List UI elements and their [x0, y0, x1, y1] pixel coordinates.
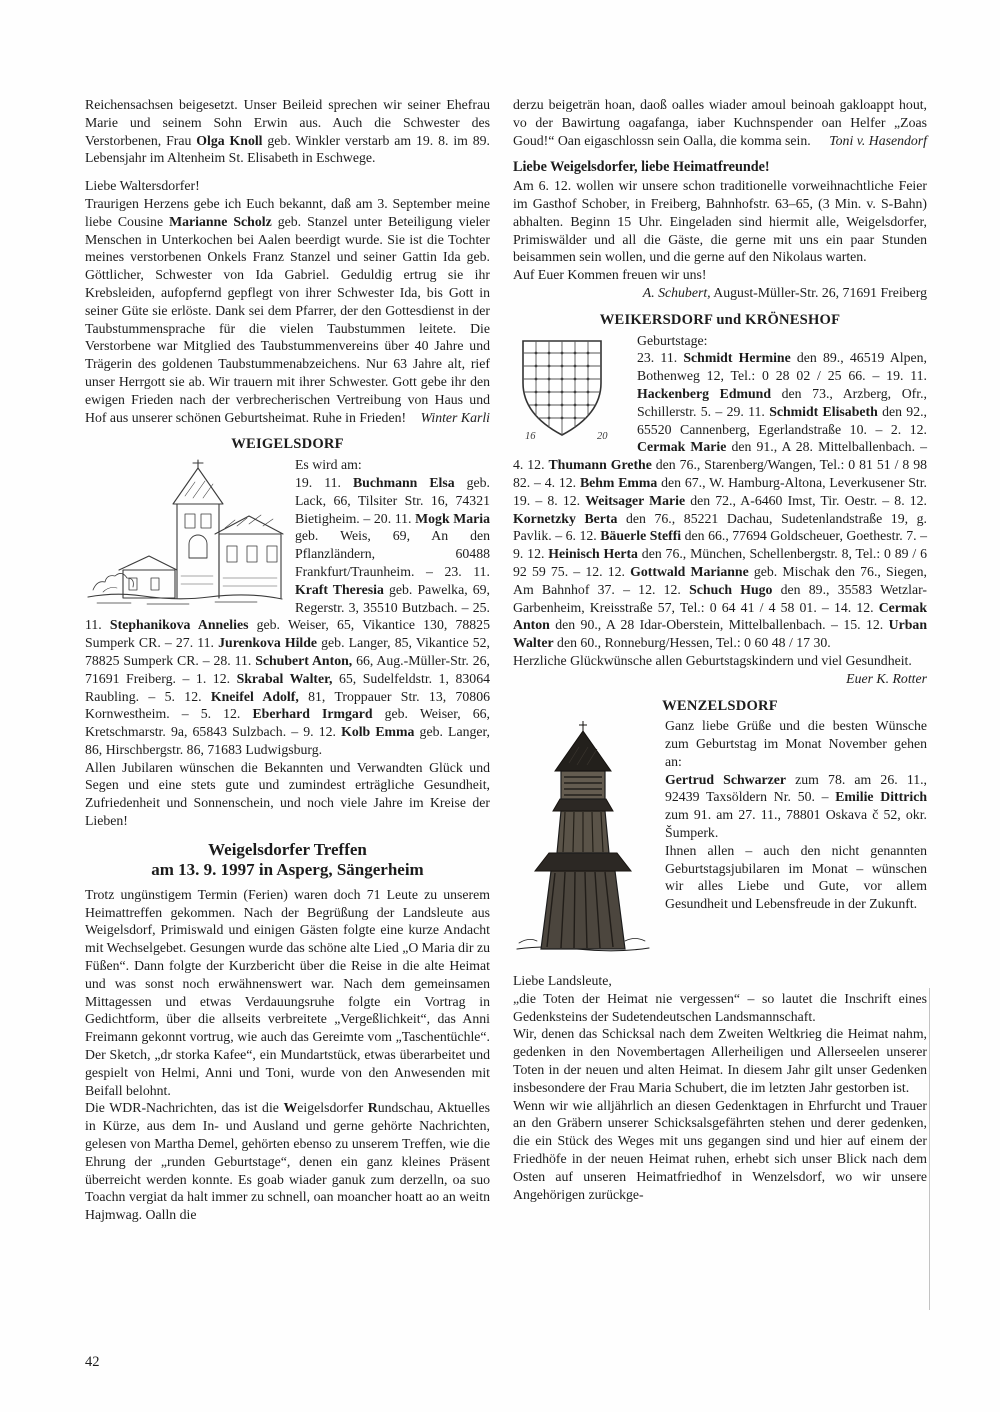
text-segment: Heinisch Herta	[548, 546, 638, 562]
text-segment: Thumann Grethe	[548, 457, 652, 473]
landsleute-paragraph-3: Wenn wir wie alljährlich an diesen Gedenktagen in Ehrfurcht und Trauer an den Gräbern unserer Schicksalsgefährten stehen und derer gedenken, die ein Stück des Weges mit uns gegangen sind und hier auf einem der Friedhöfe in der neuen Heimat ruhen, erhebt sich unser Blick nach dem Osten auf unseren Heimatfriedhof in Wenzelsdorf, wo wir unsere Angehörigen zurückge-	[513, 1097, 927, 1202]
crest-year-right: 20	[597, 430, 608, 442]
text-segment: Schuch Hugo	[689, 581, 773, 597]
text-segment: Cermak Anton	[513, 599, 927, 633]
text-segment: geb. Langer, 86, Hirschbergstr. 86, 71683 Ludwigsburg.	[85, 724, 490, 757]
text-segment: geb. Pawelka, 69, Regerstr. 3, 35510 Butzbach. – 25. 11.	[85, 581, 490, 633]
weigelsdorf-heading: WEIGELSDORF	[231, 436, 344, 453]
einladung-heading: Liebe Weigelsdorfer, liebe Heimatfreunde!	[513, 159, 770, 176]
signature-k-rotter: Euer K. Rotter	[846, 670, 927, 686]
text-segment: Buchmann Elsa	[352, 474, 455, 490]
text-segment: den 90., A 28 Idar-Oberstein, Mittelballenbach. – 15. 12.	[549, 617, 889, 633]
text-segment: Reichensachsen beigesetzt. Unser Beileid sprechen wir seiner Ehefrau Marie und seinem Sohn Erwin aus. Auch die Schwester des Verstorbenen, Frau	[85, 97, 490, 148]
page-number: 42	[85, 1354, 100, 1370]
text-segment: geb. Mischak den 76., Siegen, Am Bahnhof 37. – 12. 12.	[513, 563, 927, 597]
text-segment: den 76., Starenberg/Wangen, Tel.: 0 81 51 / 8 98 82. – 4. 12.	[513, 457, 927, 490]
text-segment: Jurenkova Hilde	[218, 635, 318, 651]
text-segment: Kraft Theresia	[295, 581, 384, 597]
text-segment: den 91., A 28. Mittelballenbach. – 4. 12.	[513, 439, 928, 473]
text-segment: geb. Winkler verstarb am 19. 8. im 89. Lebensjahr im Altenheim St. Elisabeth in Eschwege.	[85, 132, 491, 166]
text-segment: undschau, Aktuelles in Kürze, aus dem In- und Ausland und gerne gehörte Nachrichten, gelesen von Martha Demel, gehörten ebenso zu unserem Treffen, wie die Ehrung der „runden Geburtstage“, denen ein ganz kleines Präsent überreicht werden konnte. Es goab wiader ganuk zum derzelln, oa suo Toachn vergiat da halt immer zu schnell, oan moancher hoatt ao an weitn Hajmwag. Oalln die	[85, 1100, 490, 1223]
einladung-signature	[513, 284, 927, 302]
landsleute-paragraph-2: Wir, denen das Schicksal nach dem Zweiten Weltkrieg die Heimat nahm, gedenken in den Novembertagen Allerheiligen und Allerseelen unserer Toten in der neuen und alten Heimat. In diesem Jahr gilt unser Gedenken insbesondere der Frau Maria Schubert, die im letzten Jahr gestorben ist.	[513, 1026, 927, 1095]
weigelsdorf-closing: Allen Jubilaren wünschen die Bekannten und Verwandten Glück und Segen und eine stets gute und zumindest erträgliche Gesundheit, Zufriedenheit und Sonnenschein, und noch viele Jahre im Kreise der Lieben!	[85, 759, 490, 829]
text-segment: geb. Lack, 66, Tilsiter Str. 16, 74321 Bietigheim. – 20. 11.	[295, 474, 490, 526]
text-segment: den 76., München, Schellenbergstr. 8, Tel.: 0 89 / 6 92 59 75. – 12. 12.	[513, 546, 927, 579]
text-segment: geb. Weiser, 65, Vikantice 130, 78825 Sumperk CR. – 27. 11.	[85, 617, 490, 651]
weikersdorf-closing	[513, 652, 927, 688]
text-segment: Kolb Emma	[341, 724, 415, 740]
signature-winter-karli: Winter Karli	[420, 409, 490, 425]
text-segment: den 89., 35583 Wetzlar-Garbenheim, Kreisstraße 57, Tel.: 0 64 41 / 4 58 01. – 14. 12.	[513, 581, 928, 615]
text-segment: A. Schubert,	[642, 284, 711, 300]
text-segment: geb. Weis, 69, An den Pflanzländern, 60488 Frankfurt/Traunheim. – 23. 11.	[295, 528, 490, 579]
weikersdorf-intro: Geburtstage:	[637, 332, 708, 348]
text-segment: den 73., Arzberg, Ofr., Schillerstr. 5. – 29. 11.	[637, 385, 927, 419]
text-segment: geb. Weiser, 66, Kretschmarstr. 9a, 65843 Sulzbach. – 9. 12.	[85, 706, 490, 740]
text-segment: Urban Walter	[513, 617, 927, 651]
landsleute-paragraph-1: „die Toten der Heimat nie vergessen“ – so lautet die Inschrift eines Gedenksteins der Sudetendeutschen Landsmannschaft.	[513, 990, 927, 1024]
text-segment: den 76., 85221 Dachau, Sudetenlandstraße 19, g. Pavlik. – 6. 12.	[513, 510, 928, 544]
church-illustration	[85, 458, 285, 613]
signature-toni-v-hasendorf: Toni v. Hasendorf	[829, 132, 927, 148]
weigelsdorf-section	[85, 436, 490, 830]
crest-year-left: 16	[525, 430, 536, 442]
text-segment: Gottwald Marianne	[630, 563, 749, 579]
text-segment: den 89., 46519 Alpen, Bothenweg 12, Tel.: 0 28 02 / 25 66. – 19. 11.	[637, 350, 927, 384]
text-segment: 81, Troppauer Str. 13, 70806 Kornwestheim. – 5. 12.	[85, 688, 490, 722]
text-segment: Bäuerle Steffi	[600, 528, 682, 544]
wenzelsdorf-paragraph-2: Ihnen allen – auch den nicht genannten Geburtstagsjubilaren im Monat – wünschen wir alles Liebe und Gute, vor allem Gesundheit und Lebensfreude in der Zukunft.	[665, 842, 927, 912]
text-segment: geb. Stanzel unter Beteiligung vieler Menschen in Unterkochen bei Aalen beerdigt wurde. Sie ist die Tochter meines verstorbenen Onkels Franz Stanzel und seiner Gattin Ida geb. Göttlicher, Schwester von Ida Gabriel. Geduldig ertrug sie ihr Krebsleiden, aufopfernd gepflegt von ihrer Schwester Ida, bis Gott in seiner Güte sie erlöste. Dank sei dem Pfarrer, der den Gottesdienst in der Taubstummensprache für die vielen Taubstummen leitete. Die Verstorbene war Mitglied des Taubstummenvereins über 40 Jahre und Trägerin des goldenen Taubstummenabzeichens. Nur 63 Jahre alt, rief unser Herrgott sie ab. Wir trauern mit ihrer Schwester. Gott gebe ihr den ewigen Frieden nach der verbrecherischen Vertreibung von Haus und Hof aus unserer schönen Geburtsheimat. Ruhe in Frieden!	[85, 213, 490, 425]
weikersdorf-section	[513, 312, 927, 688]
text-segment: zum 78. am 26. 11., 92439 Taxsöldern Nr. 50. –	[665, 771, 927, 805]
text-segment: 19. 11.	[295, 474, 353, 490]
text-segment: den 66., 77694 Goldscheuer, Goethestr. 7. – 9. 12.	[513, 528, 927, 562]
wenzelsdorf-section	[513, 698, 927, 963]
treffen-heading-line2: am 13. 9. 1997 in Asperg, Sängerheim	[151, 860, 424, 880]
text-segment: Weitsager Marie	[585, 492, 686, 508]
text-segment: Cermak Marie	[637, 439, 727, 455]
text-segment: August-Müller-Str. 26, 71691 Freiberg	[710, 284, 927, 300]
text-segment: den 92., 65520 Cannenberg, Egerlandstraße 10. – 2. 12.	[637, 403, 928, 437]
right-column	[513, 96, 927, 1224]
text-segment: Schmidt Hermine	[683, 350, 791, 366]
text-segment: Stephanikova Annelies	[109, 617, 249, 633]
weigelsdorf-intro: Es wird am:	[295, 457, 362, 473]
text-segment: zum 91. am 27. 11., 78801 Oskava č 52, okr. Šumperk.	[665, 807, 927, 841]
text-segment: den 72., A-6460 Imst, Tir. Oestr. – 8. 12.	[685, 492, 928, 508]
treffen-section	[85, 840, 490, 1224]
treffen-paragraph-2	[85, 1099, 490, 1224]
paragraph-text	[665, 772, 927, 840]
text-segment: 23. 11.	[637, 350, 684, 366]
text-segment: Die WDR-Nachrichten, das ist die	[85, 1100, 284, 1116]
page-columns	[85, 96, 927, 1224]
obituary-continuation-paragraph	[85, 96, 490, 167]
paragraph-text	[85, 1100, 490, 1222]
einladung-closing-line: Auf Euer Kommen freuen wir uns!	[513, 267, 707, 283]
bell-tower-illustration	[513, 719, 653, 960]
signature-a-schubert	[643, 285, 927, 300]
text-segment: Emilie Dittrich	[835, 789, 927, 805]
landsleute-section	[513, 972, 927, 1203]
text-segment: Hackenberg Edmund	[637, 385, 772, 401]
text-segment: den 60., Ronneburg/Hessen, Tel.: 0 60 48 / 17 30.	[553, 635, 831, 651]
waltersdorf-paragraph	[85, 195, 490, 426]
text-segment: W	[283, 1100, 298, 1116]
coat-of-arms-illustration	[513, 333, 625, 448]
left-column	[85, 96, 490, 1224]
text-segment: Gertrud Schwarzer	[665, 771, 787, 787]
weikersdorf-heading: WEIKERSDORF und KRÖNESHOF	[599, 311, 841, 328]
text-segment: Olga Knoll	[196, 132, 263, 148]
text-segment: den 67., W. Hamburg-Altona, Leverkusener Str. 19. – 8. 12.	[513, 474, 927, 508]
treffen-paragraph-1: Trotz ungünstigem Termin (Ferien) waren doch 71 Leute zu unserem Heimattreffen gekommen. Nach der Begrüßung der Landsleute aus Weigelsdorf, Primiswald und einigen Gästen folgte eine kurze Andacht mit Wechselgebet. Gesungen wurde das schöne alte Lied „O Maria dir zu Füßen“. Dann folgte der Kurzbericht über die Reise in die alte Heimat und was sonst noch erwähnenswert war. Nach dem gemeinsamen Mittagessen und etwas Verdauungsruhe folgte ein Vortrag in Gedichtform, über die allseits verbreitete „Vergeßlichkeit“, das Anni Freimann gekonnt vortrug, wie auch das Gereimte vom „Taschentüchle“. Der Sketch, „dr storka Kafee“, ein Mundartstück, etwas überarbeitet und gespielt von Helmi, Anni und Toni, wurde von den Anwesenden mit Beifall belohnt.	[85, 886, 490, 1098]
text-segment: Mogk Maria	[415, 510, 491, 526]
text-segment: Marianne Scholz	[169, 213, 272, 229]
dialect-continuation-paragraph	[513, 96, 927, 149]
text-segment: Schubert Anton,	[255, 652, 353, 668]
wenzelsdorf-heading: WENZELSDORF	[662, 697, 778, 714]
text-segment: Traurigen Herzens gebe ich Euch bekannt, daß am 3. September meine liebe Cousine	[85, 195, 490, 229]
wenzelsdorf-paragraph-1: Ganz liebe Grüße und die besten Wünsche zum Geburtstag im Monat November gehen an:	[665, 718, 927, 769]
text-segment: eigelsdorfer	[297, 1100, 368, 1116]
einladung-paragraph: Am 6. 12. wollen wir unsere schon traditionelle vorweihnachtliche Feier im Gasthof Schober, in Freiberg, Bahnhofstr. 63–65, (3 Min. v. S-Bahn) abhalten. Beginn 15 Uhr. Eingeladen sind hiermit alle, Weigelsdorfer, Primiswälder und all die Gäste, die gerne mit uns ein paar Stunden beisammen sein wollen, und die gerne auf den Nikolaus warten.	[513, 178, 927, 265]
text-segment: 65, Sudelfeldstr. 1, 83064 Raubling. – 5. 12.	[85, 670, 491, 704]
text-segment: R	[367, 1100, 378, 1116]
text-segment: Schmidt Elisabeth	[769, 403, 878, 419]
text-segment: derzu beigeträn hoan, daoß oalles wiader amoul beinoah gakloappt hout, vo der Bawirtung oagafanga, iaber Kuchnspender oan Helfer „Zoas Goud!“ Oan eigaschlossn sein Oalla, die komma sein.	[513, 97, 927, 148]
text-segment: Kneifel Adolf,	[210, 688, 299, 704]
scan-artifact-line	[929, 988, 930, 1310]
landsleute-salutation: Liebe Landsleute,	[513, 973, 612, 989]
text-segment: geb. Langer, 85, Vikantice 52, 78825 Sumperk CR. – 28. 11.	[85, 635, 490, 668]
paragraph-text	[85, 196, 490, 425]
text-segment: Kornetzky Berta	[513, 510, 618, 526]
text-segment: Behm Emma	[579, 474, 658, 490]
text-segment: Skrabal Walter,	[236, 670, 333, 686]
waltersdorf-section	[85, 177, 490, 426]
treffen-heading-line1: Weigelsdorfer Treffen	[208, 839, 367, 859]
text-segment: 66, Aug.-Müller-Str. 26, 71691 Freiberg. – 1. 12.	[85, 652, 490, 686]
einladung-section	[513, 159, 927, 301]
paragraph-text: Herzliche Glückwünsche allen Geburtstagskindern und viel Gesundheit.	[513, 652, 912, 668]
text-segment: Eberhard Irmgard	[252, 706, 373, 722]
paragraph-text	[85, 97, 490, 165]
waltersdorf-salutation: Liebe Waltersdorfer!	[85, 178, 200, 194]
